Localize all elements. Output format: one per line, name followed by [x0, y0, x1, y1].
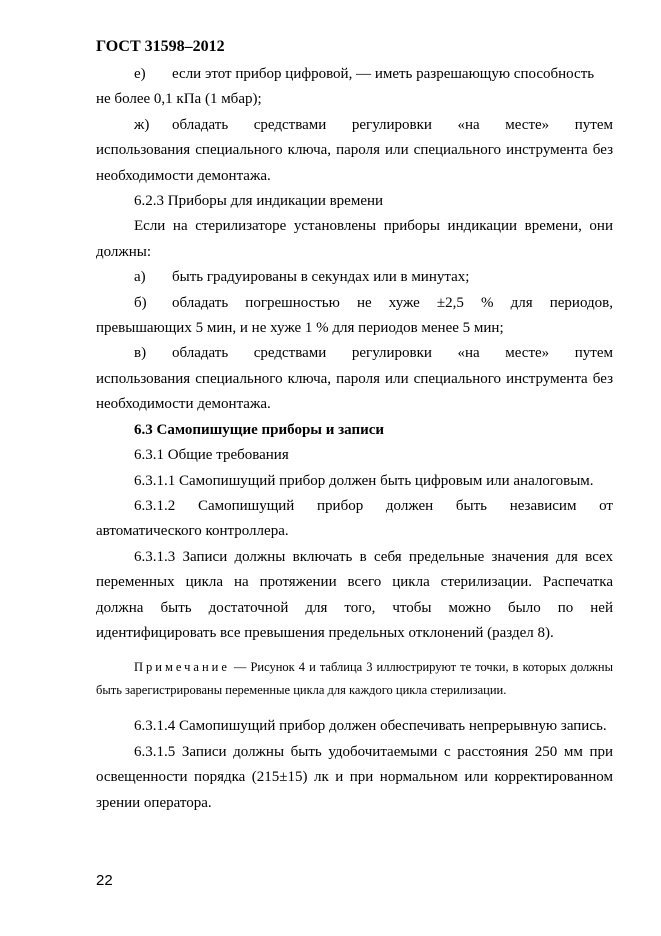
- list-text: обладать средствами регулировки «на месте» путем: [172, 116, 613, 133]
- list-item-zh: [96, 113, 613, 138]
- page-content: [96, 62, 613, 816]
- list-text-continued: использования специального ключа, пароля или специального инструмента без необходимости демонтажа.: [96, 370, 613, 413]
- paragraph-6312: 6.3.1.2 Самопишущий прибор должен быть независим от: [134, 497, 613, 514]
- section-title-63: 6.3 Самопишущие приборы и записи: [134, 421, 385, 438]
- list-text-continued: использования специального ключа, пароля или специального инструмента без необходимости демонтажа.: [96, 142, 613, 184]
- list-label: а): [134, 269, 146, 286]
- list-item-v: [96, 341, 613, 366]
- list-text-continued: не более 0,1 кПа (1 мбар);: [96, 91, 262, 108]
- note-heading: Примечание: [134, 660, 230, 675]
- paragraph-intro: Если на стерилизаторе установлены приборы индикации времени, они должны:: [96, 218, 613, 260]
- list-label: в): [134, 345, 147, 362]
- list-label: б): [134, 294, 147, 311]
- list-text-continued: превышающих 5 мин, и не хуже 1 % для периодов менее 5 мин;: [96, 320, 504, 337]
- note-text: — Рисунок 4 и таблица 3 иллюстрируют те точки, в которых должны быть зарегистрированы переменные цикла для каждого цикла стерилизации.: [96, 660, 613, 698]
- paragraph-631: 6.3.1 Общие требования: [134, 447, 289, 464]
- list-item-a: [96, 265, 613, 290]
- note: [96, 656, 613, 702]
- section-title-623: 6.2.3 Приборы для индикации времени: [134, 193, 384, 210]
- page-number: 22: [96, 872, 113, 889]
- paragraph-6312-continued: автоматического контроллера.: [96, 523, 289, 540]
- paragraph-6315: 6.3.1.5 Записи должны быть удобочитаемыми с расстояния 250 мм при освещенности порядка (215±15) лк и при нормальном или корректированном зрении оператора.: [96, 743, 613, 811]
- list-item-b: [96, 291, 613, 316]
- document-header: ГОСТ 31598–2012: [96, 38, 225, 55]
- list-text: если этот прибор цифровой, — иметь разрешающую способность: [172, 66, 595, 82]
- paragraph-6313: 6.3.1.3 Записи должны включать в себя предельные значения для всех переменных цикла на протяжении всего цикла стерилизации. Распечатка должна быть достаточной для того, чтобы можно было по ней идентифицировать все превышения предельных отклонений (раздел 8).: [96, 548, 613, 641]
- list-text: обладать погрешностью не хуже ±2,5 % для периодов,: [172, 294, 613, 311]
- paragraph-6311: 6.3.1.1 Самопишущий прибор должен быть цифровым или аналоговым.: [134, 472, 594, 489]
- list-text: обладать средствами регулировки «на месте» путем: [172, 345, 613, 362]
- list-text: быть градуированы в секундах или в минутах;: [172, 269, 470, 286]
- list-label: ж): [134, 116, 150, 133]
- paragraph-6314: 6.3.1.4 Самопишущий прибор должен обеспечивать непрерывную запись.: [134, 718, 607, 735]
- list-item-e: [96, 62, 613, 87]
- list-label: е): [134, 66, 146, 82]
